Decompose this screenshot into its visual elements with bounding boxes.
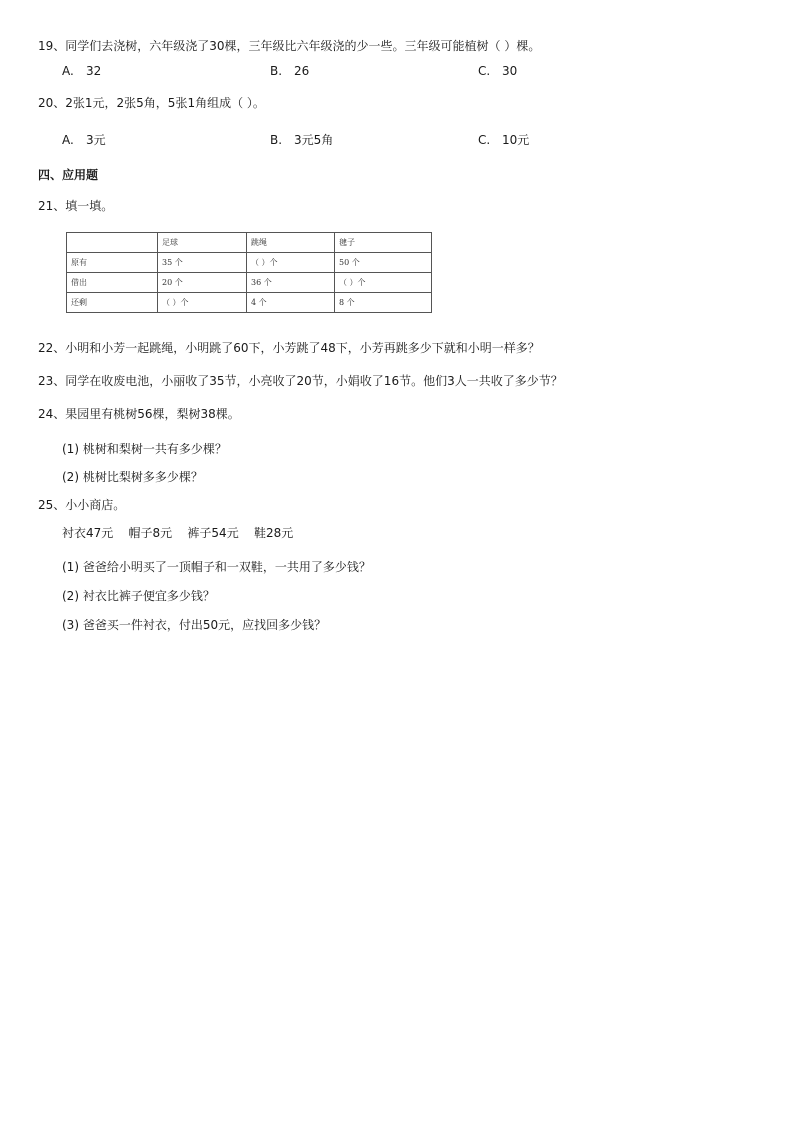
table-cell: （ ）个 [335, 273, 432, 293]
option-value: 3元5角 [294, 133, 334, 147]
question-25-text: 25、小小商店。 [38, 498, 126, 512]
table-row [67, 293, 432, 313]
option-label: C. [478, 133, 491, 147]
table-cell: 8 个 [335, 293, 432, 313]
fill-in-table [66, 232, 432, 313]
question-20-option-c [478, 132, 529, 148]
option-label: A. [62, 64, 74, 78]
section-heading: 四、应用题 [38, 168, 99, 182]
question-25-sub-2: (2) 衬衣比裤子便宜多少钱？ [62, 589, 215, 603]
question-20-option-b [270, 132, 333, 148]
table-cell: 借出 [67, 273, 158, 293]
table-row [67, 253, 432, 273]
option-label: B. [270, 133, 283, 147]
option-label: B. [270, 64, 283, 78]
table-cell: （ ）个 [247, 253, 335, 273]
question-20-option-a [62, 132, 106, 148]
price-list: 衬衣47元 帽子8元 裤子54元 鞋28元 [62, 526, 294, 540]
question-19-option-c [478, 63, 517, 79]
question-19-text: 19、同学们去浇树，六年级浇了30棵，三年级比六年级浇的少一些。三年级可能植树（ ）棵。 [38, 39, 541, 53]
table-cell: 50 个 [335, 253, 432, 273]
question-23-text: 23、同学在收废电池，小丽收了35节，小亮收了20节，小娟收了16节。他们3人一共收了多少节？ [38, 374, 563, 388]
question-24-sub-1: (1) 桃树和梨树一共有多少棵？ [62, 442, 227, 456]
question-24-text: 24、果园里有桃树56棵，梨树38棵。 [38, 407, 240, 421]
question-22-text: 22、小明和小芳一起跳绳，小明跳了60下，小芳跳了48下，小芳再跳多少下就和小明一样多？ [38, 341, 540, 355]
table-cell: 毽子 [335, 233, 432, 253]
option-value: 3元 [86, 133, 106, 147]
option-value: 32 [86, 64, 102, 78]
option-value: 10元 [502, 133, 530, 147]
table-cell: 跳绳 [247, 233, 335, 253]
table-row [67, 273, 432, 293]
question-21-text: 21、填一填。 [38, 199, 114, 213]
question-25-sub-1: (1) 爸爸给小明买了一顶帽子和一双鞋，一共用了多少钱？ [62, 560, 371, 574]
option-value: 30 [502, 64, 518, 78]
question-25-sub-3: (3) 爸爸买一件衬衣，付出50元，应找回多少钱？ [62, 618, 327, 632]
table-cell: 原有 [67, 253, 158, 273]
table-cell: 36 个 [247, 273, 335, 293]
question-24-sub-2: (2) 桃树比梨树多多少棵？ [62, 470, 203, 484]
table-cell: 足球 [158, 233, 247, 253]
table-cell: （ ）个 [158, 293, 247, 313]
table-cell [67, 233, 158, 253]
option-label: C. [478, 64, 491, 78]
question-20-text: 20、2张1元，2张5角，5张1角组成（ ）。 [38, 96, 265, 110]
option-label: A. [62, 133, 74, 147]
table-cell: 20 个 [158, 273, 247, 293]
table-cell: 4 个 [247, 293, 335, 313]
question-19-option-b [270, 63, 309, 79]
question-19-option-a [62, 63, 101, 79]
table-cell: 35 个 [158, 253, 247, 273]
table-header-row [67, 233, 432, 253]
table-cell: 还剩 [67, 293, 158, 313]
option-value: 26 [294, 64, 310, 78]
